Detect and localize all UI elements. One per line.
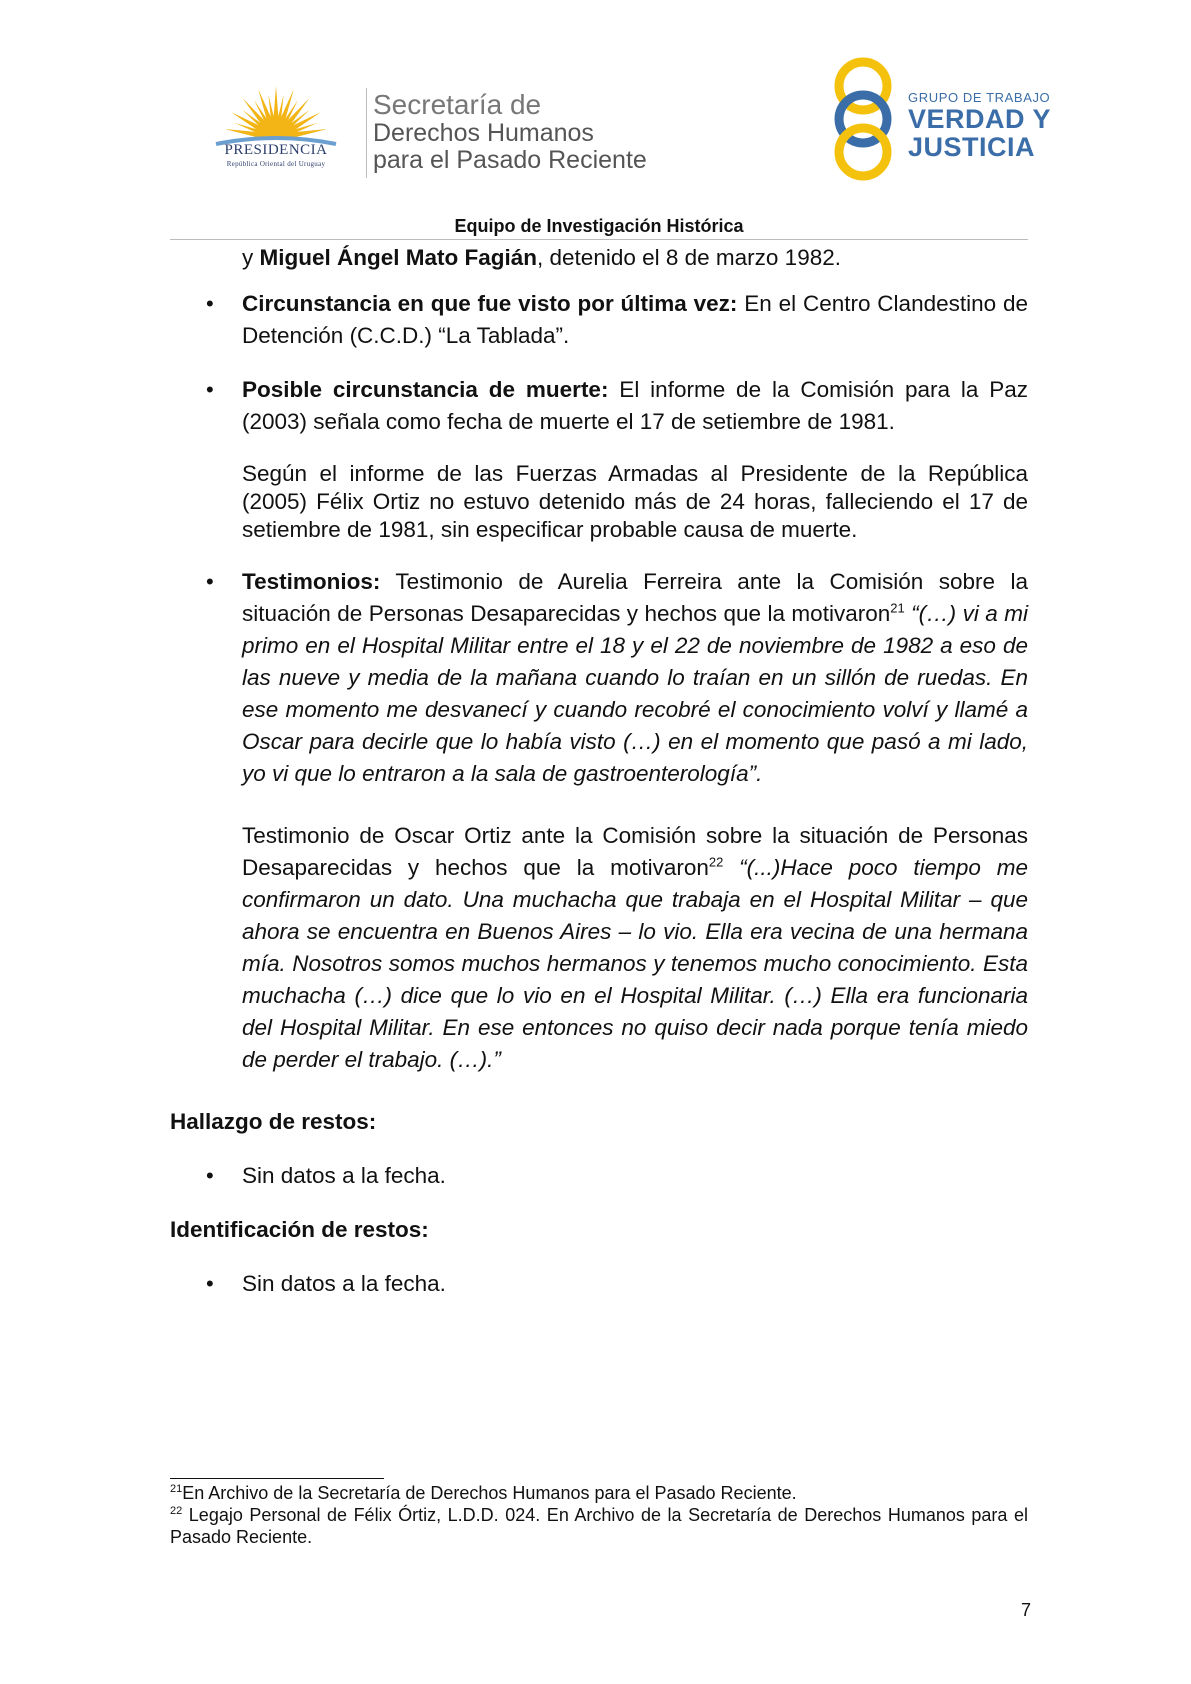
equipo-heading: Equipo de Investigación Histórica	[454, 216, 744, 236]
list-item-death	[170, 374, 1028, 544]
item-text: Testimonio de Oscar Ortiz ante la Comisión sobre la situación de Personas Desaparecidas y hechos que la motivaron	[242, 823, 1028, 880]
footnote-text: En Archivo de la Secretaría de Derechos Humanos para el Pasado Reciente.	[182, 1483, 797, 1503]
footnotes	[170, 1482, 1028, 1548]
item-label: Posible circunstancia de muerte:	[242, 377, 609, 402]
intro-pre: y	[242, 245, 260, 270]
intro-post: , detenido el 8 de marzo 1982.	[537, 245, 841, 270]
bullet-icon: •	[206, 1163, 214, 1188]
item-text: Sin datos a la fecha.	[242, 1271, 446, 1296]
secretaria-line-2: Derechos Humanos	[373, 119, 594, 147]
verdad-label: VERDAD Y	[908, 104, 1052, 134]
presidencia-name: PRESIDENCIA	[224, 142, 328, 158]
header-divider	[366, 88, 367, 178]
bullet-icon: •	[206, 377, 214, 402]
page-header	[0, 0, 1191, 240]
secretaria-wordmark	[373, 90, 713, 174]
testimony-quote: “(…) vi a mi primo en el Hospital Militar entre el 18 y el 22 de noviembre de 1982 a eso de las nueve y media de la mañana cuando lo traían en un sillón de ruedas. En ese momento me desvanecí y cuando recobré el conocimiento volví y llamé a Oscar para decirle que lo había visto (…) en el momento que pasó a mi lado, yo vi que lo entraron a la sala de gastroenterología”.	[242, 601, 1028, 786]
secretaria-line-3: para el Pasado Reciente	[373, 146, 647, 174]
bullet-icon: •	[206, 291, 214, 316]
item-text: El informe de la Comisión para la Paz (2003) señala como fecha de muerte el 17 de setiembre de 1981.	[242, 377, 1028, 434]
footnote-ref: 22	[708, 854, 724, 870]
section-heading-identificacion: Identificación de restos:	[170, 1217, 429, 1242]
footnote-21	[170, 1482, 1028, 1504]
footnote-text: Legajo Personal de Félix Órtiz, L.D.D. 024. En Archivo de la Secretaría de Derechos Humanos para el Pasado Reciente.	[170, 1505, 1028, 1547]
list-item-hallazgo	[170, 1160, 1028, 1192]
section-heading-hallazgo: Hallazgo de restos:	[170, 1109, 377, 1134]
document-body	[170, 242, 1028, 1300]
secretaria-line-1: Secretaría de	[373, 89, 542, 120]
presidencia-subtitle: República Oriental del Uruguay	[226, 160, 326, 168]
intro-paragraph	[170, 242, 1028, 274]
item-text: En el Centro Clandestino de Detención (C.C.D.) “La Tablada”.	[242, 291, 1028, 348]
verdad-justicia-rings-logo	[822, 56, 904, 182]
verdad-justicia-wordmark	[908, 90, 1088, 161]
item-label: Circunstancia en que fue visto por última vez:	[242, 291, 738, 316]
footnote-22	[170, 1504, 1028, 1548]
bullet-icon: •	[206, 1271, 214, 1296]
item-text: Testimonio de Aurelia Ferreira ante la Comisión sobre la situación de Personas Desaparecidas y hechos que la motivaron	[242, 569, 1028, 626]
justicia-label: JUSTICIA	[908, 132, 1036, 162]
bullet-icon: •	[206, 569, 214, 594]
header-rule	[170, 239, 1028, 240]
list-item-testimonies	[170, 566, 1028, 1076]
footnote-rule	[170, 1478, 384, 1479]
footnote-number: 21	[170, 1483, 183, 1495]
list-item-last-seen	[170, 288, 1028, 352]
item-text: Sin datos a la fecha.	[242, 1163, 446, 1188]
presidencia-wordmark	[196, 142, 356, 168]
item-label: Testimonios:	[242, 569, 381, 594]
intro-name: Miguel Ángel Mato Fagián	[259, 245, 538, 270]
ffaa-report-paragraph: Según el informe de las Fuerzas Armadas al Presidente de la República (2005) Félix Ortiz no estuvo detenido más de 24 horas, falleciendo el 17 de setiembre de 1981, sin especificar probable causa de muerte.	[242, 461, 1028, 542]
footnote-number: 22	[170, 1505, 183, 1517]
page-number: 7	[1020, 1600, 1031, 1620]
grupo-trabajo-label: GRUPO DE TRABAJO	[908, 90, 1051, 105]
footnote-ref: 21	[890, 600, 905, 616]
testimony-quote: “(...)Hace poco tiempo me confirmaron un dato. Una muchacha que trabaja en el Hospital Militar – que ahora se encuentra en Buenos Aires – lo vio. Ella era vecina de una hermana mía. Nosotros somos muchos hermanos y tenemos mucho conocimiento. Esta muchacha (…) dice que lo vio en el Hospital Militar. (…) Ella era funcionaria del Hospital Militar. En ese entonces no quiso decir nada porque tenía miedo de perder el trabajo. (…).”	[242, 855, 1028, 1072]
list-item-identificacion	[170, 1268, 1028, 1300]
